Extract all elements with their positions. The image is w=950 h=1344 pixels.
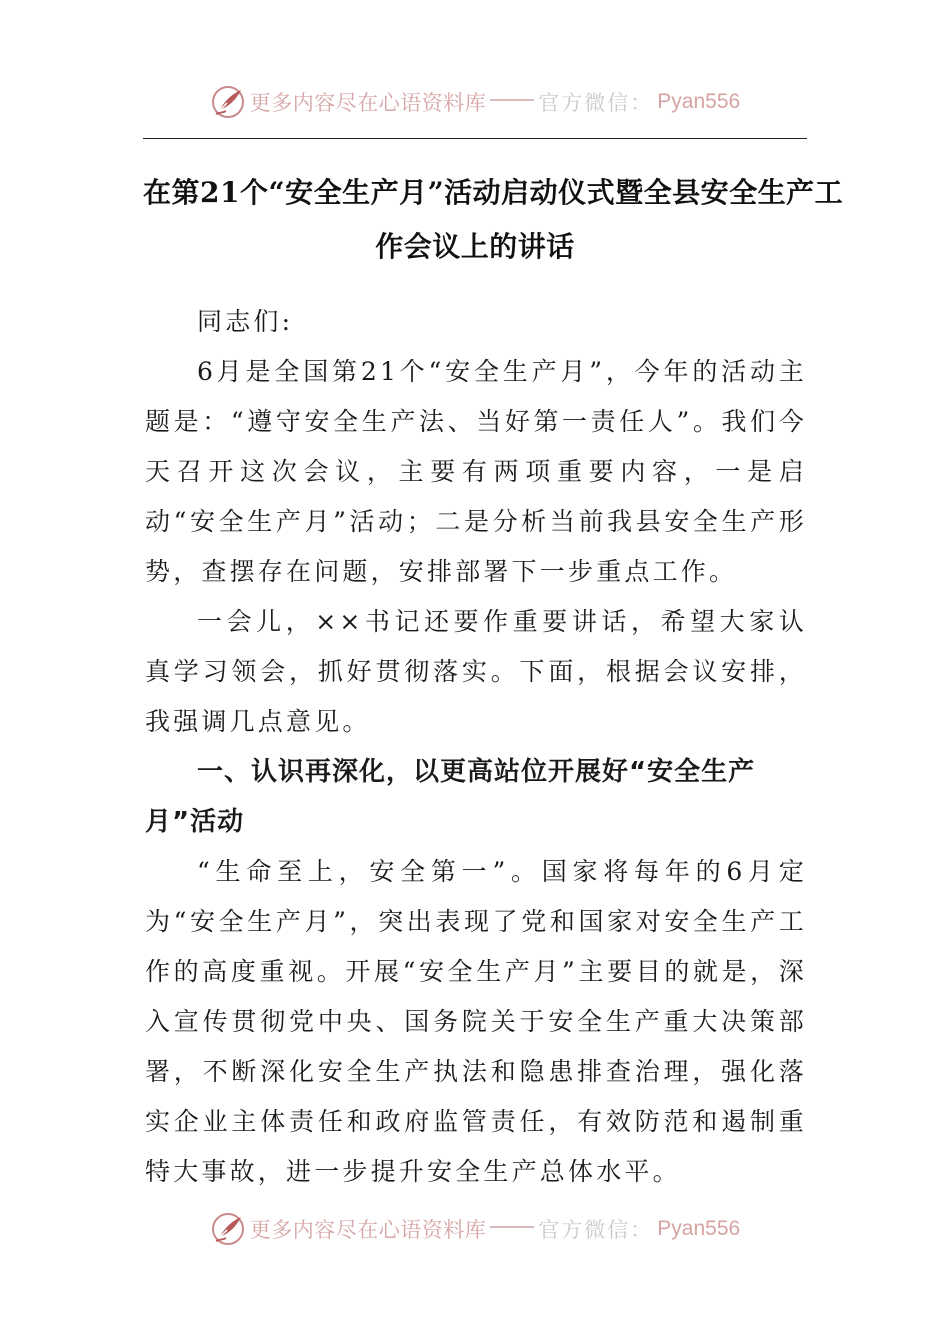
section-1-heading: 一、认识再深化，以更高站位开展好“安全生产月”活动	[145, 757, 756, 837]
title-line-2: 作会议上的讲话	[375, 230, 575, 263]
footer-watermark	[0, 1207, 950, 1251]
header-divider	[143, 138, 807, 139]
salutation: 同志们:	[197, 307, 294, 336]
paragraph-1: 6月是全国第21个“安全生产月”，今年的活动主题是：“遵守安全生产法、当好第一责任人”。我们今天召开这次会议，主要有两项重要内容，一是启动“安全生产月”活动；二是分析当前我县安全生产形势，查摆存在问题，安排部署下一步重点工作。	[145, 357, 807, 586]
watermark-dash	[490, 99, 534, 101]
title-line-1: 在第21个“安全生产月”活动启动仪式暨全县安全生产工	[143, 176, 844, 209]
paragraph-3: “生命至上，安全第一”。国家将每年的6月定为“安全生产月”，突出表现了党和国家对安全生产工作的高度重视。开展“安全生产月”主要目的就是，深入宣传贯彻党中央、国务院关于安全生产重大决策部署，不断深化安全生产执法和隐患排查治理，强化落实企业主体责任和政府监管责任，有效防范和遏制重特大事故，进一步提升安全生产总体水平。	[145, 857, 807, 1186]
wechat-label: 官方微信：	[538, 1218, 654, 1242]
document-title	[143, 166, 844, 274]
watermark-dash	[490, 1226, 534, 1228]
watermark-text: 更多内容尽在心语资料库	[249, 1218, 487, 1242]
quill-logo-icon	[210, 1211, 246, 1247]
header-watermark	[0, 80, 950, 124]
document-body	[145, 297, 807, 1197]
paragraph-2: 一会儿，××书记还要作重要讲话，希望大家认真学习领会，抓好贯彻落实。下面，根据会议安排，我强调几点意见。	[145, 607, 807, 736]
watermark-text: 更多内容尽在心语资料库	[249, 91, 487, 115]
quill-logo-icon	[210, 84, 246, 120]
wechat-label: 官方微信：	[538, 91, 654, 115]
wechat-id: Pyan556	[657, 1217, 741, 1240]
wechat-id: Pyan556	[657, 90, 741, 113]
